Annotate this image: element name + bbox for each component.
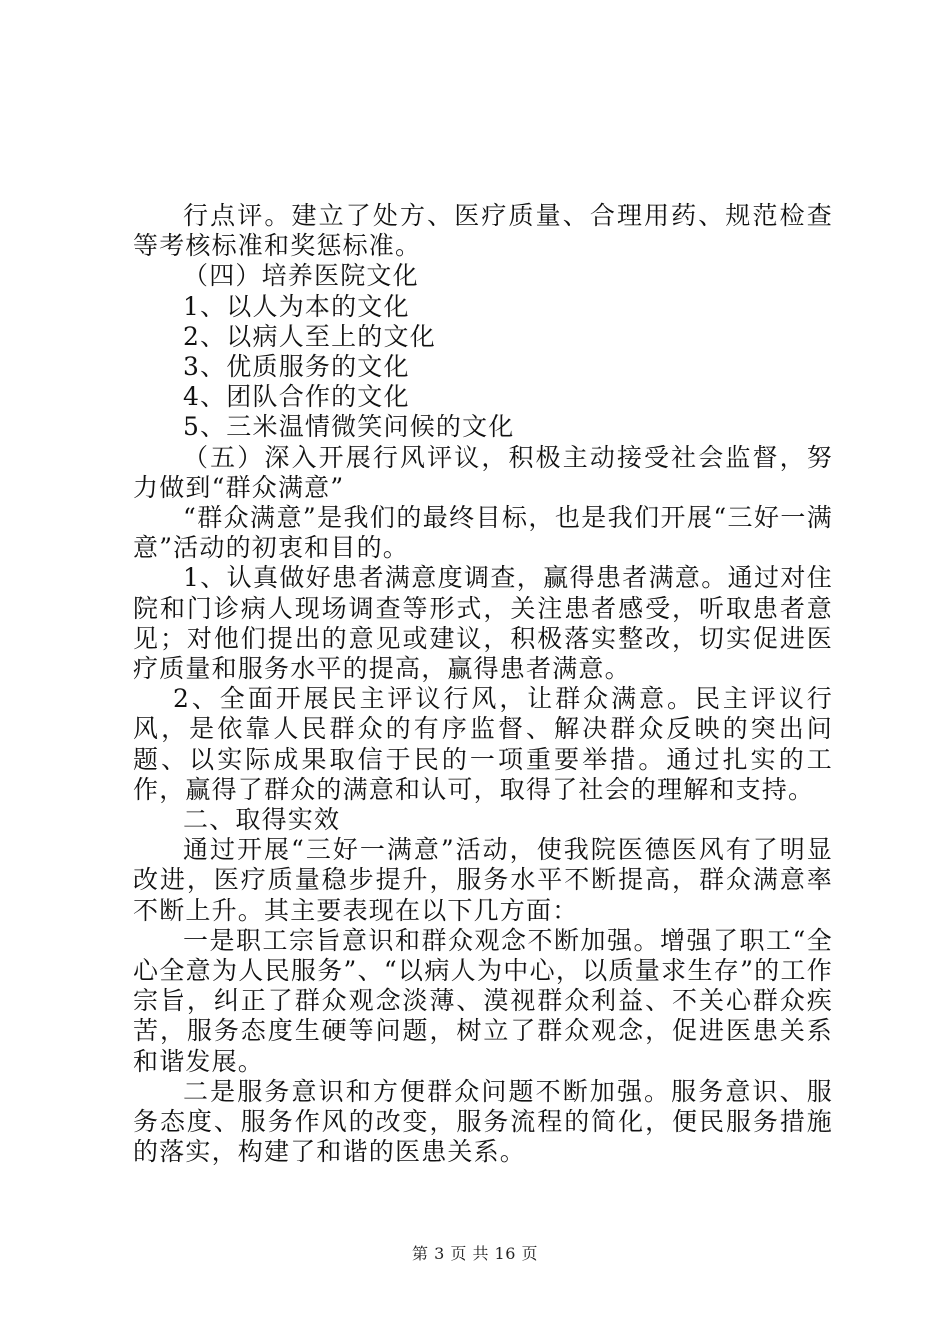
list-item-culture-4: 4、团队合作的文化 (183, 382, 410, 412)
paragraph-assessment-standards: 行点评。建立了处方、医疗质量、合理用药、规范检查等考核标准和奖惩标准。 (133, 201, 833, 261)
list-item-culture-3: 3、优质服务的文化 (183, 352, 410, 382)
heading-hospital-culture: （四）培养医院文化 (183, 261, 419, 291)
paragraph-achievement-two: 二是服务意识和方便群众问题不断加强。服务意识、服务态度、服务作风的改变，服务流程的简化，便民服务措施的落实，构建了和谐的医患关系。 (133, 1076, 833, 1167)
paragraph-achievement-one: 一是职工宗旨意识和群众观念不断加强。增强了职工“全心全意为人民服务”、“以病人为中心，以质量求生存”的工作宗旨，纠正了群众观念淡薄、漠视群众利益、不关心群众疾苦，服务态度生硬等问题，树立了群众观念，促进医患关系和谐发展。 (133, 925, 833, 1076)
heading-achievements: 二、取得实效 (183, 805, 341, 835)
paragraph-final-goal: “群众满意”是我们的最终目标，也是我们开展“三好一满意”活动的初衷和目的。 (133, 503, 833, 563)
list-item-culture-2: 2、以病人至上的文化 (183, 321, 436, 351)
document-body (133, 201, 833, 1168)
paragraph-democratic-review: 2、全面开展民主评议行风，让群众满意。民主评议行风，是依靠人民群众的有序监督、解决群众反映的突出问题、以实际成果取信于民的一项重要举措。通过扎实的工作，赢得了群众的满意和认可，取得了社会的理解和支持。 (133, 684, 833, 804)
page-number-footer: 第 3 页 共 16 页 (412, 1244, 538, 1263)
list-item-culture-5: 5、三米温情微笑问候的文化 (183, 412, 515, 442)
list-item-culture-1: 1、以人为本的文化 (183, 291, 410, 321)
paragraph-achievements-intro: 通过开展“三好一满意”活动，使我院医德医风有了明显改进，医疗质量稳步提升，服务水平不断提高，群众满意率不断上升。其主要表现在以下几方面： (133, 835, 833, 925)
paragraph-patient-survey: 1、认真做好患者满意度调查，赢得患者满意。通过对住院和门诊病人现场调查等形式，关注患者感受，听取患者意见；对他们提出的意见或建议，积极落实整改，切实促进医疗质量和服务水平的提高，赢得患者满意。 (133, 563, 833, 684)
heading-public-satisfaction: （五）深入开展行风评议，积极主动接受社会监督，努力做到“群众满意” (133, 442, 833, 502)
